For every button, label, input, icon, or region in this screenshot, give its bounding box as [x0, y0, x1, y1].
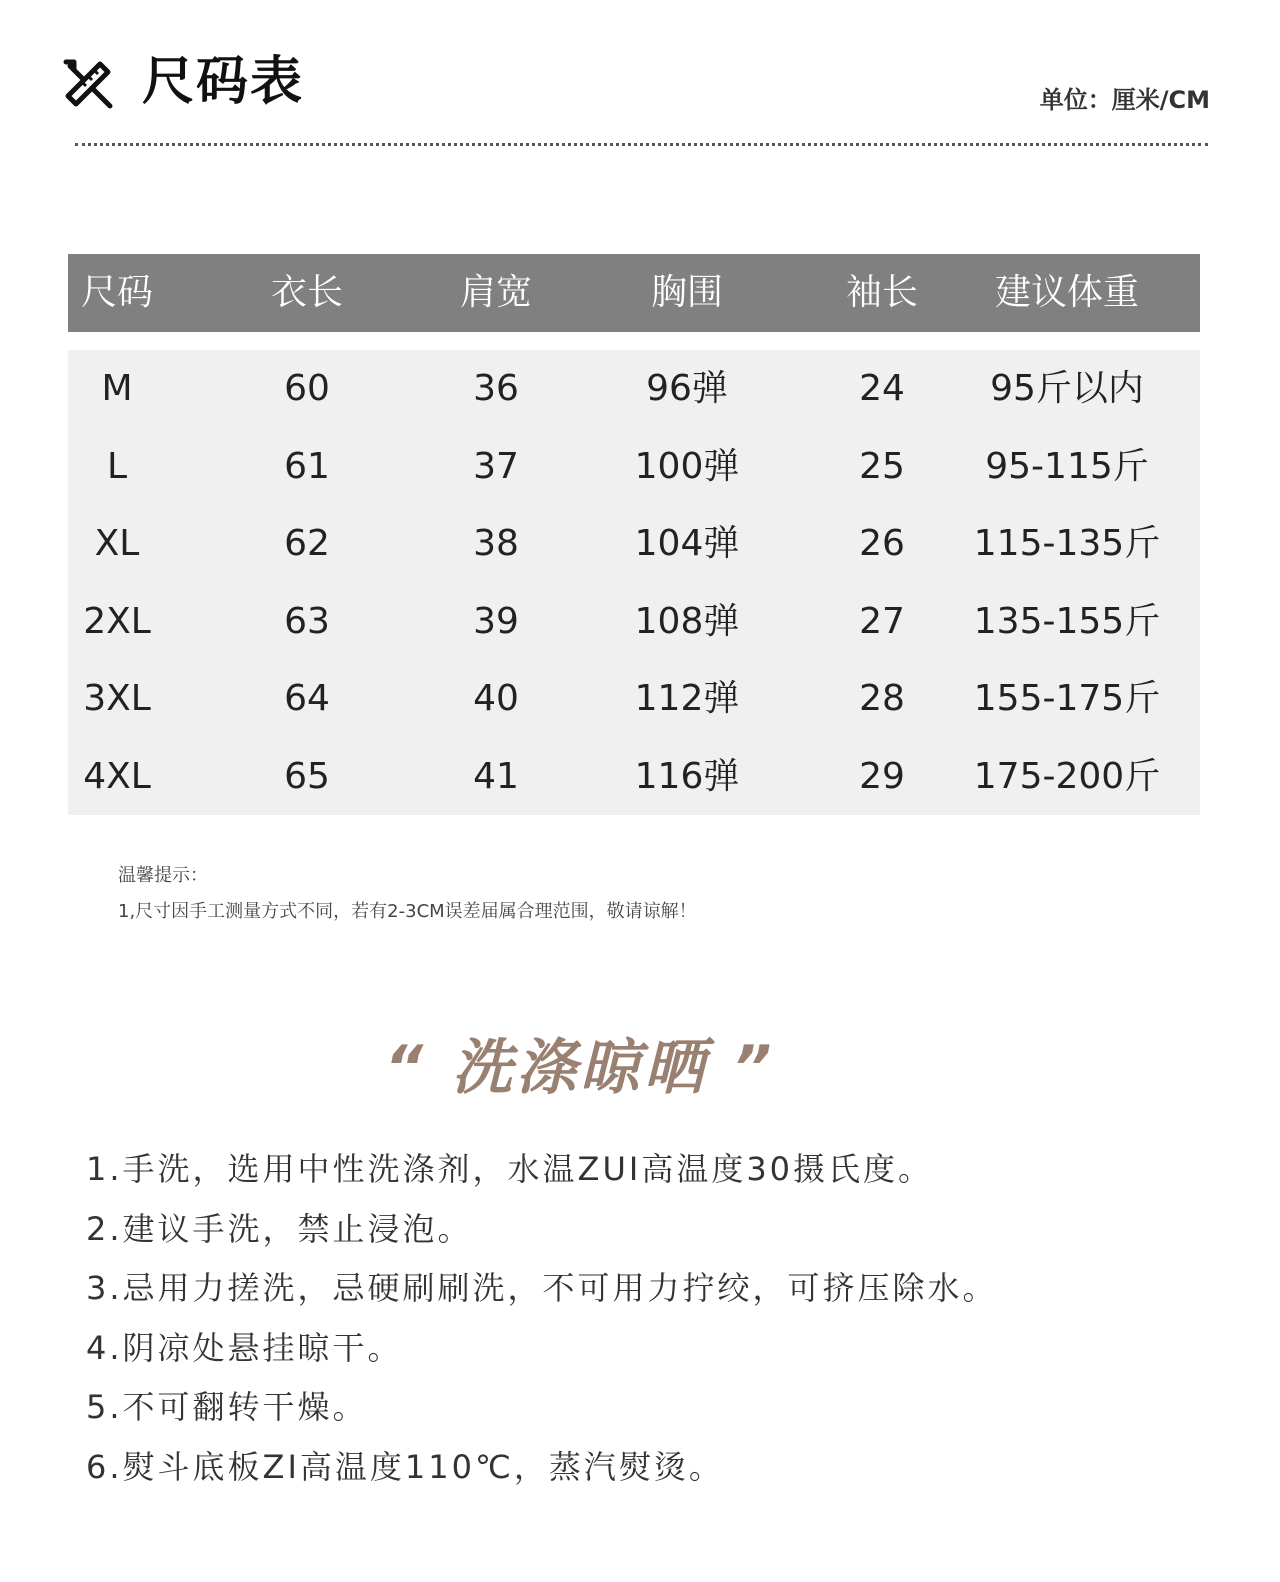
cell-weight: 95斤以内	[990, 368, 1144, 410]
ruler-pencil-icon	[60, 56, 116, 112]
list-item: 5.不可翻转干燥。	[86, 1388, 368, 1426]
cell-length: 64	[284, 678, 330, 720]
cell-weight: 175-200斤	[973, 755, 1161, 797]
cell-chest: 108弹	[634, 600, 740, 642]
cell-weight: 135-155斤	[973, 600, 1161, 642]
page-title: 尺码表	[142, 52, 305, 112]
cell-sleeve: 24	[859, 368, 905, 410]
wash-title: “ 洗涤晾晒 ”	[384, 1033, 776, 1103]
tips-heading: 温馨提示：	[118, 865, 208, 886]
cell-length: 65	[284, 755, 330, 797]
list-item: 1.手洗，选用中性洗涤剂，水温ZUI高温度30摄氏度。	[86, 1150, 934, 1188]
cell-shoulder: 37	[473, 445, 519, 487]
cell-sleeve: 27	[859, 600, 905, 642]
header-cell-shoulder: 肩宽	[459, 272, 532, 313]
cell-size: L	[106, 445, 128, 487]
table-row	[68, 350, 1200, 428]
cell-length: 61	[284, 445, 330, 487]
cell-chest: 100弹	[634, 445, 740, 487]
cell-size: XL	[94, 523, 140, 565]
cell-size: 3XL	[83, 678, 151, 720]
cell-chest: 104弹	[634, 523, 740, 565]
table-row	[68, 583, 1200, 661]
cell-size: 4XL	[83, 755, 151, 797]
table-row	[68, 660, 1200, 738]
list-item: 6.熨斗底板ZI高温度110℃，蒸汽熨烫。	[86, 1447, 724, 1486]
size-table	[68, 254, 1200, 815]
cell-size: 2XL	[83, 600, 151, 642]
wash-instructions	[86, 1140, 998, 1497]
cell-chest: 112弹	[634, 678, 740, 720]
cell-weight: 95-115斤	[985, 445, 1149, 487]
cell-chest: 96弹	[646, 368, 728, 410]
cell-shoulder: 39	[473, 600, 519, 642]
header-cell-weight: 建议体重	[994, 272, 1139, 313]
table-header-row	[68, 254, 1200, 332]
cell-shoulder: 41	[473, 755, 519, 797]
cell-shoulder: 36	[473, 368, 519, 410]
table-row	[68, 428, 1200, 506]
cell-weight: 115-135斤	[973, 523, 1161, 565]
table-row	[68, 505, 1200, 583]
table-row	[68, 738, 1200, 816]
header-cell-sleeve: 袖长	[845, 272, 918, 313]
cell-size: M	[101, 368, 133, 410]
cell-sleeve: 25	[859, 445, 905, 487]
header-cell-size: 尺码	[80, 272, 153, 313]
cell-chest: 116弹	[634, 755, 740, 797]
unit-label: 单位：厘米/CM	[1039, 86, 1210, 114]
tips-block	[118, 858, 697, 930]
tips-line: 1,尺寸因手工测量方式不同，若有2-3CM误差届属合理范围，敬请谅解！	[118, 901, 697, 922]
cell-length: 62	[284, 523, 330, 565]
list-item: 3.忌用力搓洗，忌硬刷刷洗，不可用力拧绞，可挤压除水。	[86, 1269, 998, 1307]
page-header	[60, 50, 1210, 120]
cell-shoulder: 40	[473, 678, 519, 720]
cell-weight: 155-175斤	[973, 678, 1161, 720]
list-item: 4.阴凉处悬挂晾干。	[86, 1328, 403, 1367]
table-body	[68, 350, 1200, 815]
dotted-divider	[75, 143, 1208, 146]
cell-sleeve: 28	[859, 678, 905, 720]
cell-sleeve: 29	[859, 755, 905, 797]
cell-length: 63	[284, 600, 330, 642]
cell-sleeve: 26	[859, 523, 905, 565]
header-cell-chest: 胸围	[650, 272, 723, 313]
header-cell-length: 衣长	[270, 272, 343, 313]
list-item: 2.建议手洗，禁止浸泡。	[86, 1209, 473, 1248]
cell-length: 60	[284, 368, 330, 410]
cell-shoulder: 38	[473, 523, 519, 565]
